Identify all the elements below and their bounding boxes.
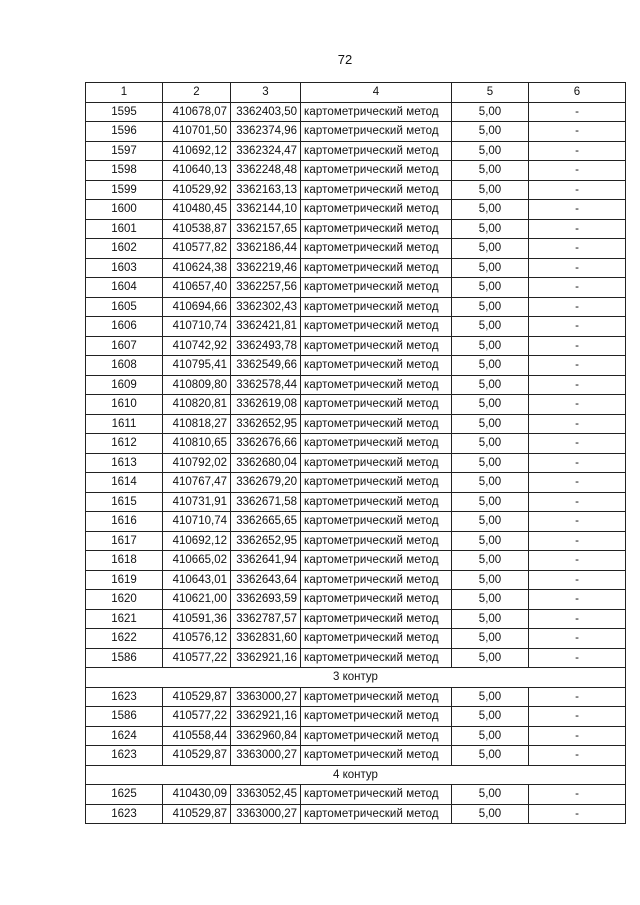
point-number-cell: 1602 (86, 239, 163, 259)
accuracy-cell: 5,00 (452, 395, 529, 415)
method-cell: картометрический метод (301, 512, 452, 532)
note-cell: - (529, 804, 626, 824)
point-number-cell: 1624 (86, 726, 163, 746)
point-number-cell: 1623 (86, 687, 163, 707)
point-number-cell: 1598 (86, 161, 163, 181)
point-number-cell: 1623 (86, 746, 163, 766)
method-cell: картометрический метод (301, 356, 452, 376)
note-cell: - (529, 122, 626, 142)
note-cell: - (529, 395, 626, 415)
accuracy-cell: 5,00 (452, 317, 529, 337)
header-col-6: 6 (529, 83, 626, 103)
y-coordinate-cell: 3362144,10 (231, 200, 301, 220)
method-cell: картометрический метод (301, 453, 452, 473)
point-number-cell: 1607 (86, 336, 163, 356)
y-coordinate-cell: 3362787,57 (231, 609, 301, 629)
x-coordinate-cell: 410657,40 (163, 278, 231, 298)
y-coordinate-cell: 3362403,50 (231, 102, 301, 122)
note-cell: - (529, 453, 626, 473)
y-coordinate-cell: 3362652,95 (231, 414, 301, 434)
method-cell: картометрический метод (301, 278, 452, 298)
table-row (86, 395, 626, 415)
method-cell: картометрический метод (301, 180, 452, 200)
method-cell: картометрический метод (301, 687, 452, 707)
section-header-row (86, 765, 626, 785)
note-cell: - (529, 473, 626, 493)
note-cell: - (529, 297, 626, 317)
note-cell: - (529, 239, 626, 259)
accuracy-cell: 5,00 (452, 609, 529, 629)
point-number-cell: 1586 (86, 648, 163, 668)
method-cell: картометрический метод (301, 726, 452, 746)
x-coordinate-cell: 410577,22 (163, 707, 231, 727)
note-cell: - (529, 414, 626, 434)
point-number-cell: 1608 (86, 356, 163, 376)
note-cell: - (529, 375, 626, 395)
method-cell: картометрический метод (301, 102, 452, 122)
table-row (86, 336, 626, 356)
note-cell: - (529, 687, 626, 707)
accuracy-cell: 5,00 (452, 141, 529, 161)
y-coordinate-cell: 3362921,16 (231, 648, 301, 668)
accuracy-cell: 5,00 (452, 356, 529, 376)
y-coordinate-cell: 3363000,27 (231, 804, 301, 824)
accuracy-cell: 5,00 (452, 531, 529, 551)
table-row (86, 297, 626, 317)
table-row (86, 746, 626, 766)
accuracy-cell: 5,00 (452, 297, 529, 317)
table-row (86, 785, 626, 805)
accuracy-cell: 5,00 (452, 219, 529, 239)
table-row (86, 375, 626, 395)
x-coordinate-cell: 410710,74 (163, 512, 231, 532)
note-cell: - (529, 317, 626, 337)
y-coordinate-cell: 3362374,96 (231, 122, 301, 142)
table-row (86, 473, 626, 493)
y-coordinate-cell: 3362831,60 (231, 629, 301, 649)
table-row (86, 122, 626, 142)
y-coordinate-cell: 3362248,48 (231, 161, 301, 181)
method-cell: картометрический метод (301, 570, 452, 590)
point-number-cell: 1601 (86, 219, 163, 239)
table-row (86, 609, 626, 629)
note-cell: - (529, 707, 626, 727)
x-coordinate-cell: 410529,87 (163, 687, 231, 707)
method-cell: картометрический метод (301, 804, 452, 824)
method-cell: картометрический метод (301, 395, 452, 415)
x-coordinate-cell: 410577,82 (163, 239, 231, 259)
section-label: 4 контур (86, 765, 626, 785)
point-number-cell: 1613 (86, 453, 163, 473)
y-coordinate-cell: 3362643,64 (231, 570, 301, 590)
table-row (86, 687, 626, 707)
point-number-cell: 1617 (86, 531, 163, 551)
table-row (86, 453, 626, 473)
table-row (86, 629, 626, 649)
x-coordinate-cell: 410701,50 (163, 122, 231, 142)
x-coordinate-cell: 410767,47 (163, 473, 231, 493)
accuracy-cell: 5,00 (452, 804, 529, 824)
point-number-cell: 1621 (86, 609, 163, 629)
x-coordinate-cell: 410640,13 (163, 161, 231, 181)
y-coordinate-cell: 3362619,08 (231, 395, 301, 415)
point-number-cell: 1603 (86, 258, 163, 278)
table-row (86, 804, 626, 824)
y-coordinate-cell: 3362257,56 (231, 278, 301, 298)
x-coordinate-cell: 410558,44 (163, 726, 231, 746)
point-number-cell: 1609 (86, 375, 163, 395)
note-cell: - (529, 648, 626, 668)
note-cell: - (529, 629, 626, 649)
method-cell: картометрический метод (301, 200, 452, 220)
accuracy-cell: 5,00 (452, 726, 529, 746)
accuracy-cell: 5,00 (452, 590, 529, 610)
accuracy-cell: 5,00 (452, 278, 529, 298)
method-cell: картометрический метод (301, 239, 452, 259)
accuracy-cell: 5,00 (452, 648, 529, 668)
x-coordinate-cell: 410577,22 (163, 648, 231, 668)
table-row (86, 258, 626, 278)
y-coordinate-cell: 3362157,65 (231, 219, 301, 239)
note-cell: - (529, 570, 626, 590)
y-coordinate-cell: 3363000,27 (231, 687, 301, 707)
method-cell: картометрический метод (301, 219, 452, 239)
table-body (86, 102, 626, 824)
table-row (86, 278, 626, 298)
accuracy-cell: 5,00 (452, 258, 529, 278)
y-coordinate-cell: 3362421,81 (231, 317, 301, 337)
y-coordinate-cell: 3362679,20 (231, 473, 301, 493)
table-row (86, 161, 626, 181)
point-number-cell: 1612 (86, 434, 163, 454)
accuracy-cell: 5,00 (452, 492, 529, 512)
y-coordinate-cell: 3362641,94 (231, 551, 301, 571)
method-cell: картометрический метод (301, 297, 452, 317)
method-cell: картометрический метод (301, 473, 452, 493)
header-col-4: 4 (301, 83, 452, 103)
y-coordinate-cell: 3362578,44 (231, 375, 301, 395)
x-coordinate-cell: 410624,38 (163, 258, 231, 278)
x-coordinate-cell: 410820,81 (163, 395, 231, 415)
y-coordinate-cell: 3362693,59 (231, 590, 301, 610)
accuracy-cell: 5,00 (452, 375, 529, 395)
method-cell: картометрический метод (301, 629, 452, 649)
x-coordinate-cell: 410529,87 (163, 804, 231, 824)
table-row (86, 141, 626, 161)
point-number-cell: 1625 (86, 785, 163, 805)
section-header-row (86, 668, 626, 688)
table-row (86, 356, 626, 376)
x-coordinate-cell: 410591,36 (163, 609, 231, 629)
table-row (86, 414, 626, 434)
note-cell: - (529, 258, 626, 278)
point-number-cell: 1604 (86, 278, 163, 298)
x-coordinate-cell: 410692,12 (163, 531, 231, 551)
x-coordinate-cell: 410480,45 (163, 200, 231, 220)
x-coordinate-cell: 410529,87 (163, 746, 231, 766)
x-coordinate-cell: 410742,92 (163, 336, 231, 356)
y-coordinate-cell: 3362680,04 (231, 453, 301, 473)
table-row (86, 531, 626, 551)
y-coordinate-cell: 3363000,27 (231, 746, 301, 766)
point-number-cell: 1605 (86, 297, 163, 317)
note-cell: - (529, 590, 626, 610)
coordinates-table (85, 82, 626, 824)
x-coordinate-cell: 410430,09 (163, 785, 231, 805)
x-coordinate-cell: 410818,27 (163, 414, 231, 434)
x-coordinate-cell: 410810,65 (163, 434, 231, 454)
point-number-cell: 1597 (86, 141, 163, 161)
header-col-1: 1 (86, 83, 163, 103)
method-cell: картометрический метод (301, 551, 452, 571)
point-number-cell: 1623 (86, 804, 163, 824)
x-coordinate-cell: 410795,41 (163, 356, 231, 376)
note-cell: - (529, 102, 626, 122)
note-cell: - (529, 434, 626, 454)
y-coordinate-cell: 3362219,46 (231, 258, 301, 278)
table-header-row (86, 83, 626, 103)
accuracy-cell: 5,00 (452, 570, 529, 590)
table-row (86, 200, 626, 220)
method-cell: картометрический метод (301, 590, 452, 610)
method-cell: картометрический метод (301, 609, 452, 629)
method-cell: картометрический метод (301, 746, 452, 766)
note-cell: - (529, 609, 626, 629)
accuracy-cell: 5,00 (452, 161, 529, 181)
note-cell: - (529, 141, 626, 161)
point-number-cell: 1620 (86, 590, 163, 610)
x-coordinate-cell: 410529,92 (163, 180, 231, 200)
y-coordinate-cell: 3362186,44 (231, 239, 301, 259)
y-coordinate-cell: 3362960,84 (231, 726, 301, 746)
point-number-cell: 1611 (86, 414, 163, 434)
note-cell: - (529, 512, 626, 532)
table-row (86, 434, 626, 454)
note-cell: - (529, 278, 626, 298)
note-cell: - (529, 200, 626, 220)
x-coordinate-cell: 410576,12 (163, 629, 231, 649)
point-number-cell: 1618 (86, 551, 163, 571)
table-row (86, 648, 626, 668)
y-coordinate-cell: 3362302,43 (231, 297, 301, 317)
method-cell: картометрический метод (301, 492, 452, 512)
y-coordinate-cell: 3362324,47 (231, 141, 301, 161)
method-cell: картометрический метод (301, 317, 452, 337)
y-coordinate-cell: 3362676,66 (231, 434, 301, 454)
accuracy-cell: 5,00 (452, 414, 529, 434)
x-coordinate-cell: 410678,07 (163, 102, 231, 122)
accuracy-cell: 5,00 (452, 785, 529, 805)
point-number-cell: 1616 (86, 512, 163, 532)
accuracy-cell: 5,00 (452, 687, 529, 707)
table-row (86, 492, 626, 512)
point-number-cell: 1622 (86, 629, 163, 649)
accuracy-cell: 5,00 (452, 336, 529, 356)
note-cell: - (529, 746, 626, 766)
x-coordinate-cell: 410792,02 (163, 453, 231, 473)
table-row (86, 239, 626, 259)
point-number-cell: 1615 (86, 492, 163, 512)
accuracy-cell: 5,00 (452, 512, 529, 532)
method-cell: картометрический метод (301, 707, 452, 727)
point-number-cell: 1586 (86, 707, 163, 727)
y-coordinate-cell: 3362493,78 (231, 336, 301, 356)
note-cell: - (529, 356, 626, 376)
table-row (86, 590, 626, 610)
note-cell: - (529, 492, 626, 512)
note-cell: - (529, 785, 626, 805)
accuracy-cell: 5,00 (452, 434, 529, 454)
method-cell: картометрический метод (301, 434, 452, 454)
point-number-cell: 1610 (86, 395, 163, 415)
note-cell: - (529, 336, 626, 356)
point-number-cell: 1599 (86, 180, 163, 200)
table-row (86, 726, 626, 746)
accuracy-cell: 5,00 (452, 122, 529, 142)
accuracy-cell: 5,00 (452, 551, 529, 571)
y-coordinate-cell: 3362549,66 (231, 356, 301, 376)
header-col-2: 2 (163, 83, 231, 103)
y-coordinate-cell: 3362671,58 (231, 492, 301, 512)
x-coordinate-cell: 410538,87 (163, 219, 231, 239)
section-label: 3 контур (86, 668, 626, 688)
note-cell: - (529, 551, 626, 571)
method-cell: картометрический метод (301, 336, 452, 356)
point-number-cell: 1614 (86, 473, 163, 493)
accuracy-cell: 5,00 (452, 102, 529, 122)
table-row (86, 219, 626, 239)
method-cell: картометрический метод (301, 648, 452, 668)
note-cell: - (529, 531, 626, 551)
note-cell: - (529, 726, 626, 746)
point-number-cell: 1600 (86, 200, 163, 220)
x-coordinate-cell: 410643,01 (163, 570, 231, 590)
accuracy-cell: 5,00 (452, 473, 529, 493)
x-coordinate-cell: 410710,74 (163, 317, 231, 337)
accuracy-cell: 5,00 (452, 180, 529, 200)
method-cell: картометрический метод (301, 161, 452, 181)
table-row (86, 512, 626, 532)
page-number: 72 (337, 52, 353, 67)
method-cell: картометрический метод (301, 375, 452, 395)
point-number-cell: 1596 (86, 122, 163, 142)
y-coordinate-cell: 3362665,65 (231, 512, 301, 532)
method-cell: картометрический метод (301, 122, 452, 142)
point-number-cell: 1606 (86, 317, 163, 337)
x-coordinate-cell: 410809,80 (163, 375, 231, 395)
accuracy-cell: 5,00 (452, 200, 529, 220)
y-coordinate-cell: 3362652,95 (231, 531, 301, 551)
x-coordinate-cell: 410692,12 (163, 141, 231, 161)
method-cell: картометрический метод (301, 141, 452, 161)
header-col-5: 5 (452, 83, 529, 103)
method-cell: картометрический метод (301, 414, 452, 434)
point-number-cell: 1619 (86, 570, 163, 590)
method-cell: картометрический метод (301, 531, 452, 551)
x-coordinate-cell: 410694,66 (163, 297, 231, 317)
note-cell: - (529, 219, 626, 239)
x-coordinate-cell: 410731,91 (163, 492, 231, 512)
x-coordinate-cell: 410665,02 (163, 551, 231, 571)
accuracy-cell: 5,00 (452, 239, 529, 259)
table-row (86, 180, 626, 200)
accuracy-cell: 5,00 (452, 707, 529, 727)
table-row (86, 570, 626, 590)
y-coordinate-cell: 3363052,45 (231, 785, 301, 805)
method-cell: картометрический метод (301, 785, 452, 805)
table-row (86, 707, 626, 727)
note-cell: - (529, 180, 626, 200)
accuracy-cell: 5,00 (452, 629, 529, 649)
table-row (86, 102, 626, 122)
point-number-cell: 1595 (86, 102, 163, 122)
table-row (86, 317, 626, 337)
table-row (86, 551, 626, 571)
header-col-3: 3 (231, 83, 301, 103)
x-coordinate-cell: 410621,00 (163, 590, 231, 610)
note-cell: - (529, 161, 626, 181)
accuracy-cell: 5,00 (452, 746, 529, 766)
accuracy-cell: 5,00 (452, 453, 529, 473)
method-cell: картометрический метод (301, 258, 452, 278)
y-coordinate-cell: 3362921,16 (231, 707, 301, 727)
y-coordinate-cell: 3362163,13 (231, 180, 301, 200)
